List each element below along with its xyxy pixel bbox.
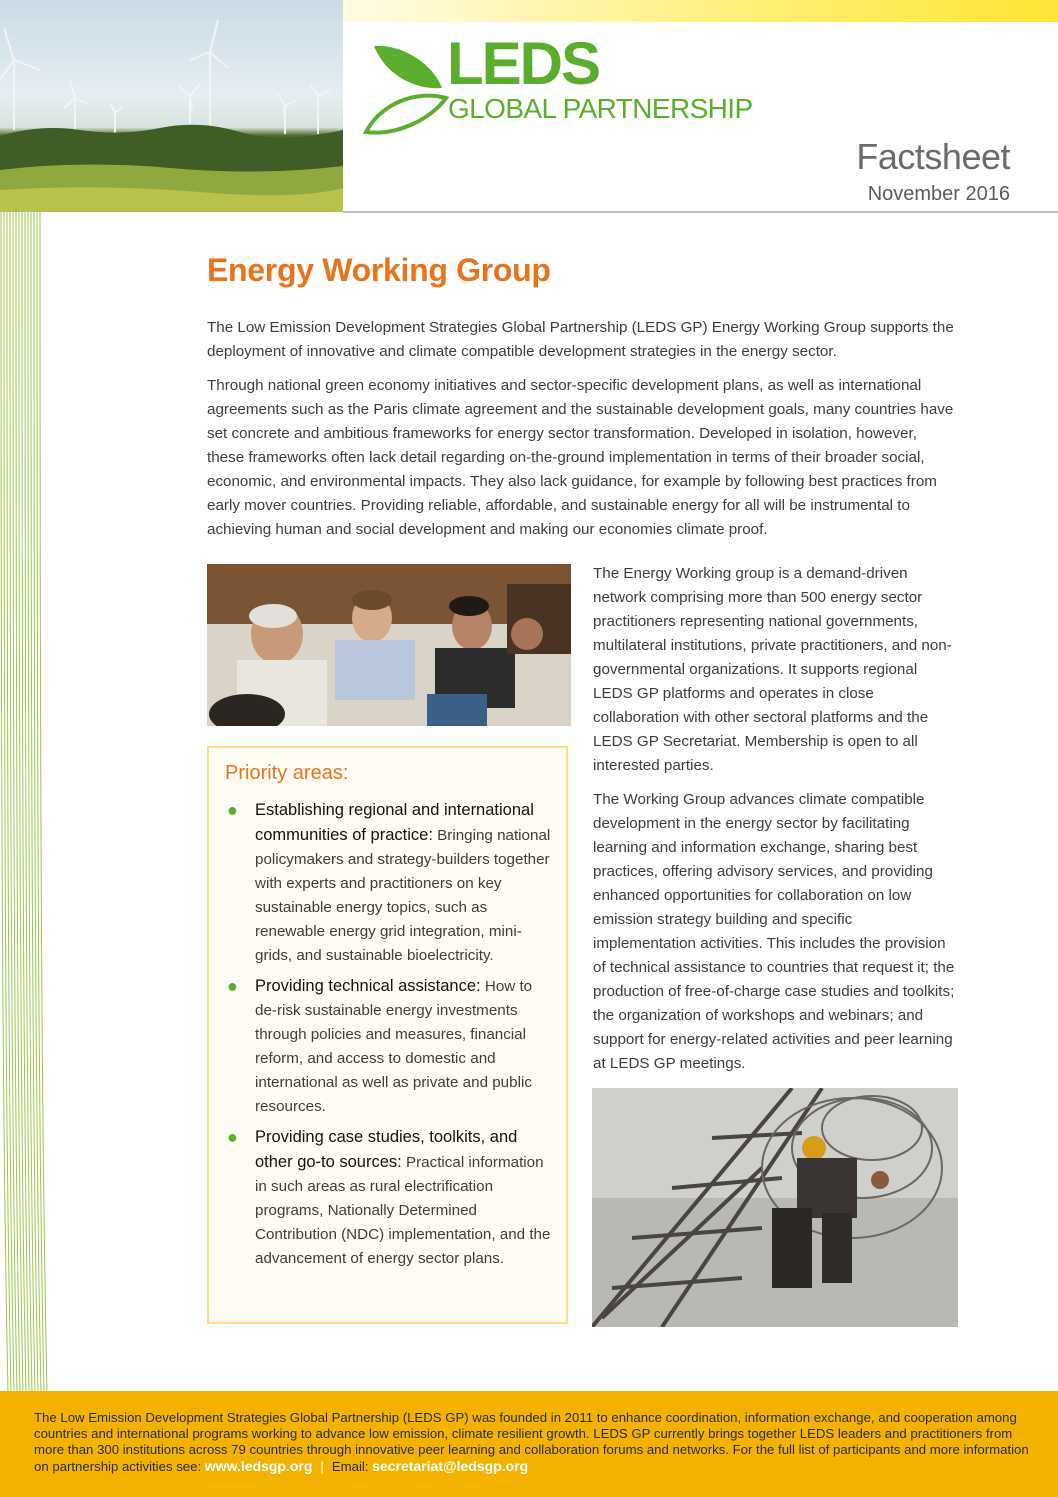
priority-item bbox=[225, 1125, 555, 1271]
priority-item-lead: Providing technical assistance: bbox=[255, 977, 481, 995]
doc-type-label: Factsheet bbox=[856, 136, 1010, 177]
meeting-photo bbox=[207, 564, 571, 726]
footer-description: The Low Emission Development Strategies Global Partnership (LEDS GP) was founded in 2011 to enhance coordination, information exchange, and cooperation among countries and international programs working to advance low emission, climate resilient growth. LEDS GP currently brings together LEDS leaders and practitioners from more than 300 institutions across 79 countries through innovative peer learning and collaboration forums and networks. For the full list of participants and more information on partnership activities see: bbox=[34, 1410, 1029, 1474]
footer-separator: | bbox=[320, 1459, 324, 1474]
header-divider bbox=[343, 211, 1058, 213]
priority-item-text: Bringing national policymakers and strategy-builders together with experts and practitioners on key sustainable energy topics, such as renewable energy grid integration, mini-grids, and sustainable bioelectricity. bbox=[255, 827, 551, 964]
leaf-icon bbox=[360, 36, 450, 146]
priority-item-lead: Establishing regional and international communities of practice: bbox=[255, 801, 534, 844]
bullet-icon: ● bbox=[227, 800, 238, 820]
priority-item-text: How to de-risk sustainable energy investments through policies and measures, financial reform, and access to domestic and international as well as private and public resources. bbox=[255, 978, 533, 1115]
intro-paragraph: Through national green economy initiatives and sector-specific development plans, as well as international agreements such as the Paris climate agreement and the sustainable development goals, many countries have set concrete and ambitious frameworks for energy sector transformation. Developed in isolation, however, these frameworks often lack detail regarding on-the-ground implementation in terms of their broader social, economic, and environmental impacts. They also lack guidance, for example by following best practices from early mover countries. Providing reliable, affordable, and sustainable energy for all will be instrumental to achieving human and social development and making our economies climate proof. bbox=[207, 377, 954, 538]
priority-item bbox=[225, 974, 555, 1119]
decorative-green-lines bbox=[0, 212, 50, 1392]
priority-list bbox=[225, 798, 555, 1277]
intro-paragraph: The Low Emission Development Strategies Global Partnership (LEDS GP) Energy Working Group supports the deployment of innovative and climate compatible development strategies in the energy sector. bbox=[207, 319, 954, 360]
body-paragraph: The Working Group advances climate compatible development in the energy sector by facilitating learning and information exchange, sharing best practices, offering advisory services, and providing enhanced opportunities for collaboration on low emission strategy building and specific implementation activities. This includes the provision of technical assistance to countries that request it; the production of free-of-charge case studies and toolkits; the organization of workshops and webinars; and support for energy-related activities and peer learning at LEDS GP meetings. bbox=[593, 791, 955, 1072]
body-paragraph: The Energy Working group is a demand-driven network comprising more than 500 energy sector practitioners representing national governments, multilateral institutions, private practitioners, and non-governmental organizations. It supports regional LEDS GP platforms and operates in close collaboration with other sectoral platforms and the LEDS GP Secretariat. Membership is open to all interested parties. bbox=[593, 565, 952, 774]
email-label: Email: bbox=[331, 1459, 373, 1474]
priority-item-text: Practical information in such areas as rural electrification programs, Nationally Determined Contribution (NDC) implementation, and the advancement of energy sector plans. bbox=[255, 1154, 551, 1267]
logo-partnership-text: GLOBAL PARTNERSHIP bbox=[448, 93, 753, 124]
bullet-icon: ● bbox=[227, 976, 238, 996]
intro-section bbox=[207, 316, 957, 552]
publication-date: November 2016 bbox=[867, 183, 1010, 205]
footer-text bbox=[34, 1410, 1029, 1475]
priority-item bbox=[225, 798, 555, 968]
bullet-icon: ● bbox=[227, 1127, 238, 1147]
page-title: Energy Working Group bbox=[207, 252, 551, 288]
wind-farm-photo bbox=[0, 0, 343, 212]
priority-areas-box bbox=[207, 746, 568, 1324]
leds-gp-logo bbox=[360, 30, 760, 146]
logo-leds-text: LEDS bbox=[447, 30, 600, 97]
website-link[interactable]: www.ledsgp.org bbox=[204, 1458, 313, 1474]
priority-item-lead: Providing case studies, toolkits, and other go-to sources: bbox=[255, 1128, 518, 1171]
priority-heading: Priority areas: bbox=[225, 762, 349, 784]
tower-climber-photo bbox=[592, 1088, 958, 1327]
right-column-text bbox=[593, 562, 959, 1086]
email-link[interactable]: secretariat@ledsgp.org bbox=[372, 1458, 529, 1474]
